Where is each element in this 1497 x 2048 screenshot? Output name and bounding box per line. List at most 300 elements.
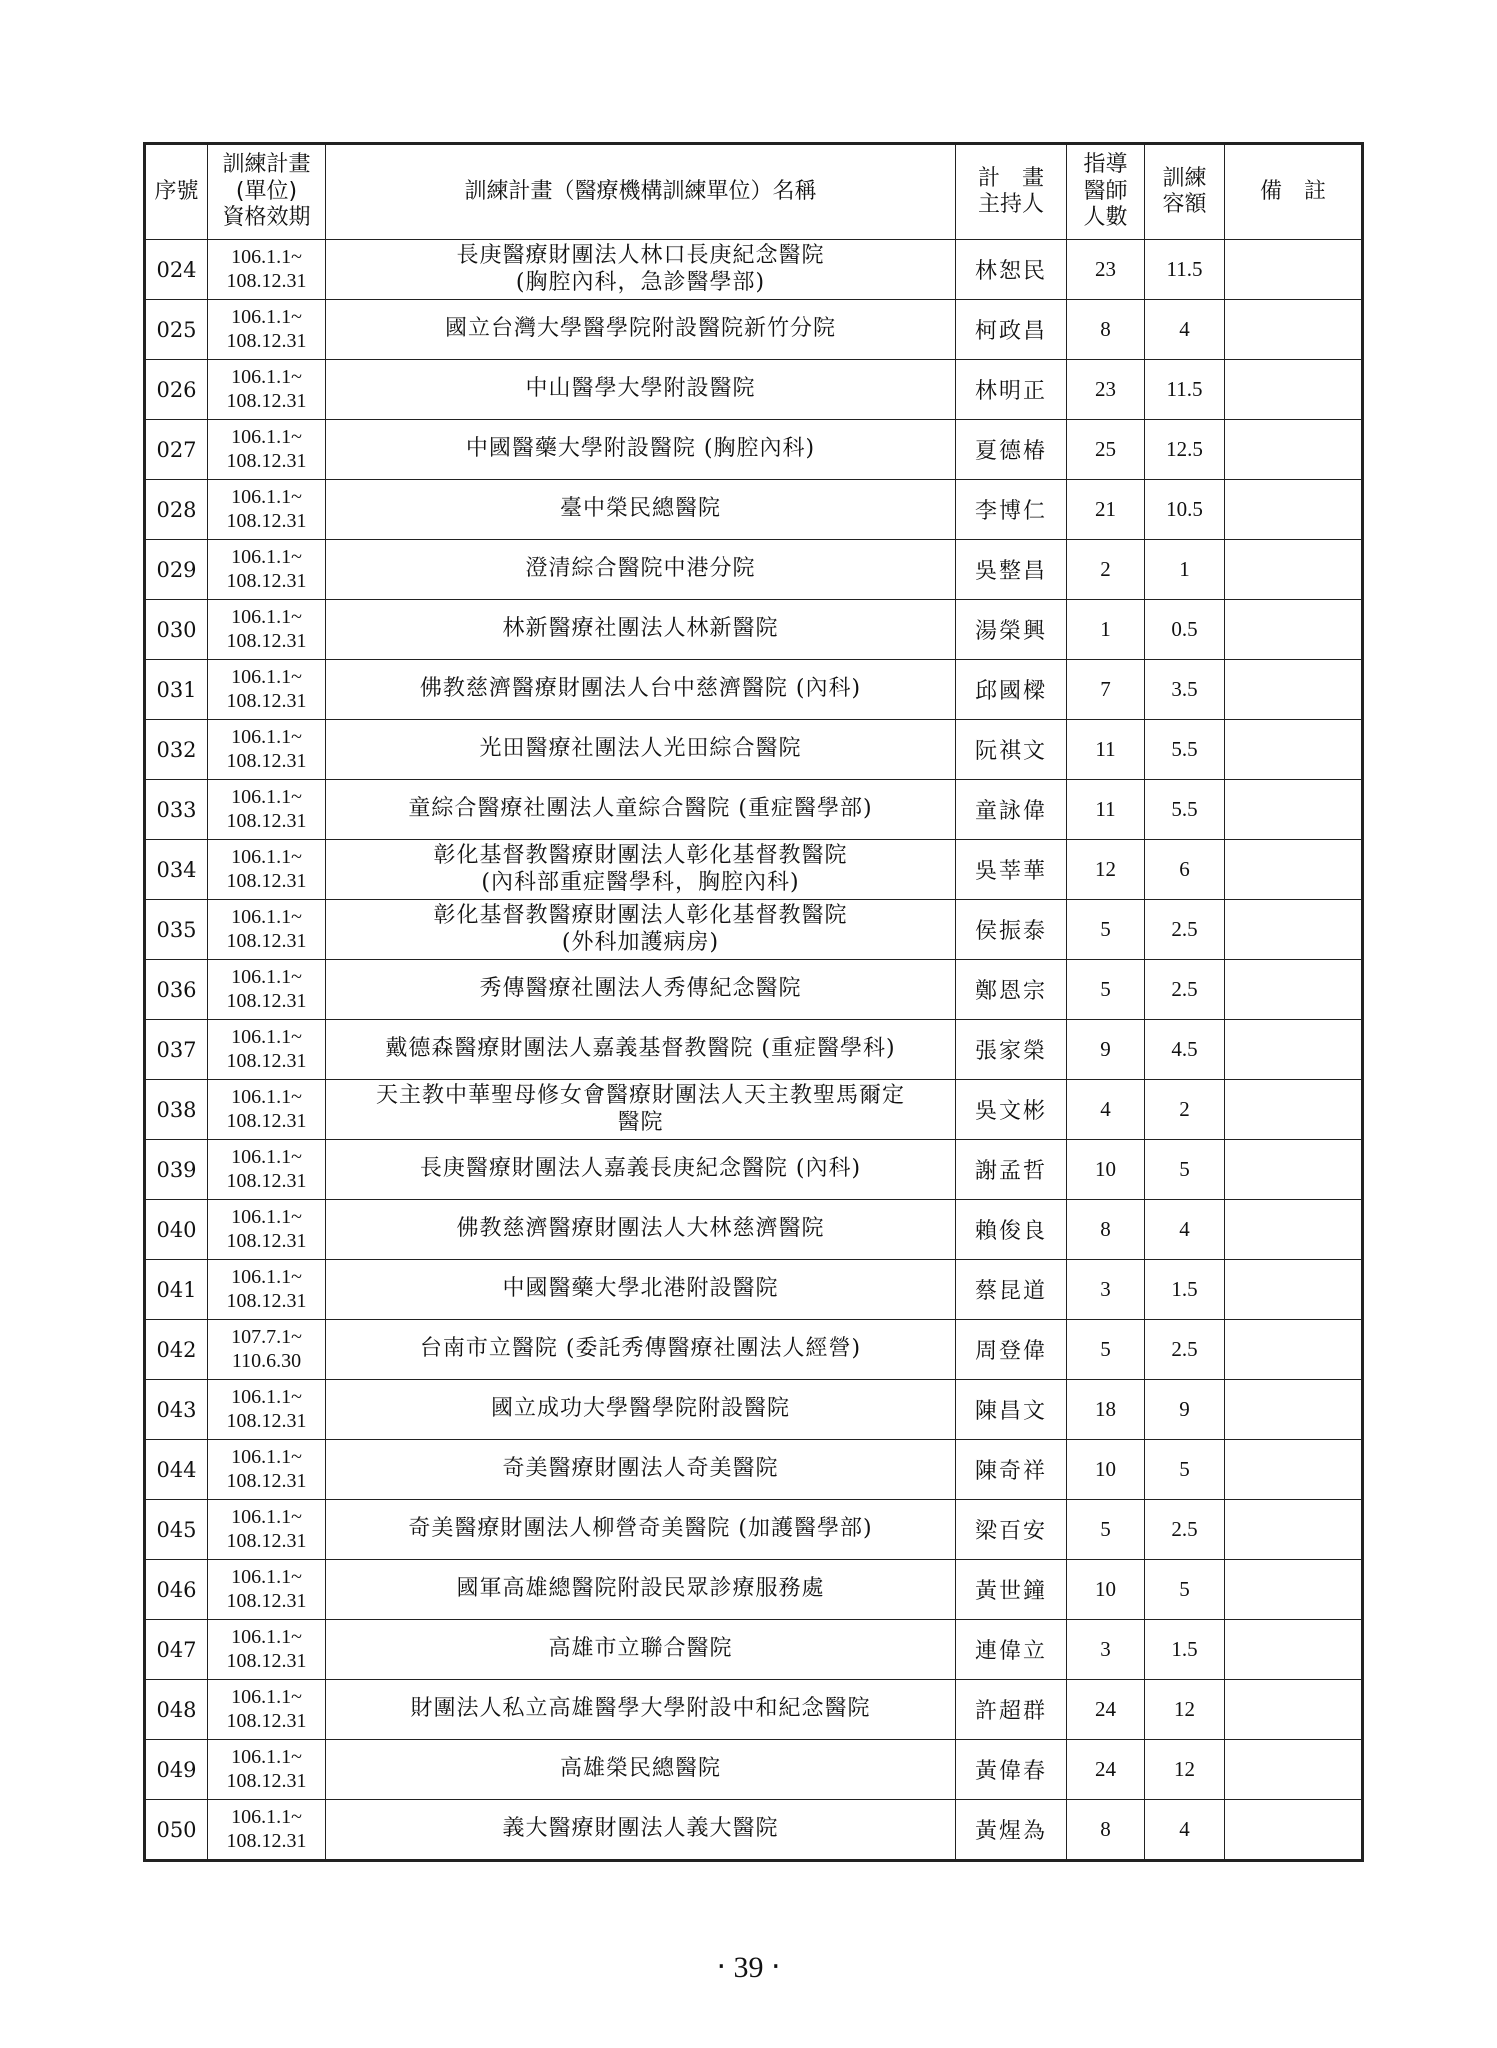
period-line: 108.12.31 (226, 989, 307, 1012)
header-capacity-line: 訓練 (1162, 165, 1207, 191)
table-row (145, 960, 1363, 1020)
capacity-cell: 1.5 (1145, 1260, 1225, 1320)
mentors-cell: 24 (1067, 1740, 1145, 1800)
period-line: 106.1.1~ (231, 1685, 302, 1708)
period-line: 106.1.1~ (231, 1205, 302, 1228)
name-line: 國立台灣大學醫學院附設醫院新竹分院 (444, 316, 836, 342)
name-cell (326, 1740, 956, 1800)
name-cell (326, 780, 956, 840)
seq-cell: 030 (145, 600, 208, 660)
capacity-cell: 0.5 (1145, 600, 1225, 660)
header-remark: 備 註 (1225, 144, 1363, 240)
header-mentors-line: 指導 (1083, 152, 1128, 178)
name-line: 戴德森醫療財團法人嘉義基督教醫院 (重症醫學科) (385, 1036, 896, 1062)
period-line: 108.12.31 (226, 929, 307, 952)
table-row (145, 480, 1363, 540)
seq-cell: 041 (145, 1260, 208, 1320)
remark-cell (1225, 420, 1363, 480)
period-cell (208, 1260, 326, 1320)
host-cell: 黃煋為 (956, 1800, 1067, 1861)
mentors-cell: 8 (1067, 1800, 1145, 1861)
remark-cell (1225, 1680, 1363, 1740)
seq-cell: 024 (145, 240, 208, 300)
period-line: 106.1.1~ (231, 1745, 302, 1768)
host-cell: 阮祺文 (956, 720, 1067, 780)
period-line: 106.1.1~ (231, 425, 302, 448)
table-row (145, 1020, 1363, 1080)
period-cell (208, 1200, 326, 1260)
header-mentors-line: 醫師 (1083, 178, 1128, 204)
remark-cell (1225, 1800, 1363, 1861)
name-line: 高雄市立聯合醫院 (548, 1636, 733, 1662)
remark-cell (1225, 1020, 1363, 1080)
header-host-line: 主持人 (977, 192, 1044, 217)
period-line: 106.1.1~ (231, 1505, 302, 1528)
name-cell (326, 360, 956, 420)
period-line: 108.12.31 (226, 1409, 307, 1432)
name-cell (326, 1560, 956, 1620)
name-line: 林新醫療社團法人林新醫院 (502, 616, 779, 642)
period-line: 106.1.1~ (231, 305, 302, 328)
period-line: 106.1.1~ (231, 245, 302, 268)
period-cell (208, 1740, 326, 1800)
period-line: 106.1.1~ (231, 1625, 302, 1648)
period-line: 106.1.1~ (231, 725, 302, 748)
name-cell (326, 1440, 956, 1500)
seq-cell: 027 (145, 420, 208, 480)
period-cell (208, 1440, 326, 1500)
table-row (145, 1440, 1363, 1500)
remark-cell (1225, 1320, 1363, 1380)
table-row (145, 1140, 1363, 1200)
host-cell: 連偉立 (956, 1620, 1067, 1680)
remark-cell (1225, 660, 1363, 720)
name-line: 光田醫療社團法人光田綜合醫院 (479, 736, 802, 762)
header-period (208, 144, 326, 240)
name-cell (326, 840, 956, 900)
seq-cell: 035 (145, 900, 208, 960)
period-cell (208, 600, 326, 660)
seq-cell: 033 (145, 780, 208, 840)
host-cell: 童詠偉 (956, 780, 1067, 840)
name-line: 醫院 (617, 1109, 664, 1135)
name-line: 長庚醫療財團法人嘉義長庚紀念醫院 (內科) (419, 1156, 862, 1182)
period-line: 106.1.1~ (231, 1145, 302, 1168)
remark-cell (1225, 480, 1363, 540)
remark-cell (1225, 540, 1363, 600)
capacity-cell: 12 (1145, 1740, 1225, 1800)
header-capacity-line: 容額 (1162, 192, 1207, 217)
period-cell (208, 660, 326, 720)
name-line: 國軍高雄總醫院附設民眾診療服務處 (456, 1576, 825, 1602)
mentors-cell: 3 (1067, 1260, 1145, 1320)
period-line: 108.12.31 (226, 869, 307, 892)
host-cell: 陳奇祥 (956, 1440, 1067, 1500)
mentors-cell: 24 (1067, 1680, 1145, 1740)
header-period-line: 資格效期 (222, 205, 311, 231)
name-line: 澄清綜合醫院中港分院 (525, 556, 756, 582)
host-cell: 林恕民 (956, 240, 1067, 300)
header-mentors (1067, 144, 1145, 240)
remark-cell (1225, 840, 1363, 900)
seq-cell: 026 (145, 360, 208, 420)
capacity-cell: 6 (1145, 840, 1225, 900)
table-row (145, 1080, 1363, 1140)
period-line: 110.6.30 (231, 1349, 302, 1372)
mentors-cell: 18 (1067, 1380, 1145, 1440)
header-capacity (1145, 144, 1225, 240)
seq-cell: 044 (145, 1440, 208, 1500)
seq-cell: 048 (145, 1680, 208, 1740)
capacity-cell: 4 (1145, 300, 1225, 360)
page-number: ‧ 39 ‧ (716, 1951, 781, 1984)
capacity-cell: 5 (1145, 1140, 1225, 1200)
mentors-cell: 11 (1067, 780, 1145, 840)
mentors-cell: 7 (1067, 660, 1145, 720)
name-line: 義大醫療財團法人義大醫院 (502, 1816, 779, 1842)
name-line: 彰化基督教醫療財團法人彰化基督教醫院 (433, 843, 848, 869)
host-cell: 夏德椿 (956, 420, 1067, 480)
capacity-cell: 2.5 (1145, 1320, 1225, 1380)
training-plan-table (143, 142, 1364, 1862)
host-cell: 吳莘華 (956, 840, 1067, 900)
seq-cell: 036 (145, 960, 208, 1020)
period-line: 108.12.31 (226, 1529, 307, 1552)
table-row (145, 780, 1363, 840)
period-cell (208, 1680, 326, 1740)
capacity-cell: 1 (1145, 540, 1225, 600)
mentors-cell: 10 (1067, 1560, 1145, 1620)
mentors-cell: 21 (1067, 480, 1145, 540)
header-period-line: (單位) (235, 178, 298, 204)
name-cell (326, 600, 956, 660)
seq-cell: 040 (145, 1200, 208, 1260)
period-cell (208, 1380, 326, 1440)
name-cell (326, 900, 956, 960)
period-cell (208, 780, 326, 840)
period-line: 106.1.1~ (231, 665, 302, 688)
header-host (956, 144, 1067, 240)
period-line: 108.12.31 (226, 1709, 307, 1732)
host-cell: 吳整昌 (956, 540, 1067, 600)
period-line: 108.12.31 (226, 389, 307, 412)
seq-cell: 047 (145, 1620, 208, 1680)
table-row (145, 1680, 1363, 1740)
period-line: 108.12.31 (226, 1109, 307, 1132)
host-cell: 賴俊良 (956, 1200, 1067, 1260)
seq-cell: 034 (145, 840, 208, 900)
mentors-cell: 5 (1067, 1500, 1145, 1560)
name-line: 長庚醫療財團法人林口長庚紀念醫院 (456, 243, 825, 269)
period-line: 108.12.31 (226, 749, 307, 772)
name-cell (326, 1680, 956, 1740)
name-line: (外科加護病房) (561, 929, 720, 955)
period-line: 106.1.1~ (231, 785, 302, 808)
header-seq: 序號 (145, 144, 208, 240)
host-cell: 黃世鐘 (956, 1560, 1067, 1620)
mentors-cell: 25 (1067, 420, 1145, 480)
period-line: 108.12.31 (226, 329, 307, 352)
name-line: 中國醫藥大學北港附設醫院 (502, 1276, 779, 1302)
period-cell (208, 1800, 326, 1861)
remark-cell (1225, 600, 1363, 660)
mentors-cell: 5 (1067, 960, 1145, 1020)
name-cell (326, 420, 956, 480)
period-line: 108.12.31 (226, 509, 307, 532)
seq-cell: 031 (145, 660, 208, 720)
period-cell (208, 900, 326, 960)
table-row (145, 840, 1363, 900)
period-cell (208, 240, 326, 300)
table-row (145, 1500, 1363, 1560)
period-line: 107.7.1~ (231, 1325, 302, 1348)
mentors-cell: 5 (1067, 900, 1145, 960)
seq-cell: 042 (145, 1320, 208, 1380)
host-cell: 李博仁 (956, 480, 1067, 540)
capacity-cell: 12.5 (1145, 420, 1225, 480)
period-line: 108.12.31 (226, 449, 307, 472)
period-cell (208, 1560, 326, 1620)
period-line: 108.12.31 (226, 569, 307, 592)
seq-cell: 028 (145, 480, 208, 540)
period-line: 108.12.31 (226, 629, 307, 652)
capacity-cell: 1.5 (1145, 1620, 1225, 1680)
name-cell (326, 720, 956, 780)
table-row (145, 1380, 1363, 1440)
name-line: 高雄榮民總醫院 (559, 1756, 721, 1782)
name-line: 佛教慈濟醫療財團法人台中慈濟醫院 (內科) (419, 676, 862, 702)
header-host-line: 計 畫 (977, 165, 1044, 191)
period-line: 106.1.1~ (231, 1085, 302, 1108)
name-cell (326, 960, 956, 1020)
mentors-cell: 23 (1067, 360, 1145, 420)
name-line: 天主教中華聖母修女會醫療財團法人天主教聖馬爾定 (375, 1083, 905, 1109)
period-line: 106.1.1~ (231, 905, 302, 928)
mentors-cell: 12 (1067, 840, 1145, 900)
capacity-cell: 12 (1145, 1680, 1225, 1740)
remark-cell (1225, 1080, 1363, 1140)
remark-cell (1225, 240, 1363, 300)
table-row (145, 420, 1363, 480)
capacity-cell: 11.5 (1145, 240, 1225, 300)
capacity-cell: 5 (1145, 1560, 1225, 1620)
host-cell: 吳文彬 (956, 1080, 1067, 1140)
remark-cell (1225, 720, 1363, 780)
host-cell: 蔡昆道 (956, 1260, 1067, 1320)
capacity-cell: 5 (1145, 1440, 1225, 1500)
period-line: 106.1.1~ (231, 365, 302, 388)
host-cell: 梁百安 (956, 1500, 1067, 1560)
period-line: 108.12.31 (226, 1229, 307, 1252)
remark-cell (1225, 1560, 1363, 1620)
name-cell (326, 1620, 956, 1680)
host-cell: 陳昌文 (956, 1380, 1067, 1440)
capacity-cell: 9 (1145, 1380, 1225, 1440)
period-cell (208, 1320, 326, 1380)
header-row (145, 144, 1363, 240)
table-row (145, 1200, 1363, 1260)
name-cell (326, 540, 956, 600)
period-line: 108.12.31 (226, 269, 307, 292)
mentors-cell: 9 (1067, 1020, 1145, 1080)
capacity-cell: 2.5 (1145, 900, 1225, 960)
seq-cell: 029 (145, 540, 208, 600)
host-cell: 許超群 (956, 1680, 1067, 1740)
table-row (145, 360, 1363, 420)
mentors-cell: 2 (1067, 540, 1145, 600)
remark-cell (1225, 1440, 1363, 1500)
period-line: 108.12.31 (226, 1589, 307, 1612)
remark-cell (1225, 300, 1363, 360)
capacity-cell: 11.5 (1145, 360, 1225, 420)
seq-cell: 038 (145, 1080, 208, 1140)
period-line: 108.12.31 (226, 689, 307, 712)
period-line: 108.12.31 (226, 1169, 307, 1192)
capacity-cell: 4 (1145, 1200, 1225, 1260)
capacity-cell: 2.5 (1145, 1500, 1225, 1560)
remark-cell (1225, 1740, 1363, 1800)
period-cell (208, 360, 326, 420)
table-row (145, 540, 1363, 600)
name-line: (胸腔內科，急診醫學部) (515, 269, 766, 295)
name-line: 臺中榮民總醫院 (559, 496, 721, 522)
period-line: 106.1.1~ (231, 1025, 302, 1048)
seq-cell: 045 (145, 1500, 208, 1560)
seq-cell: 043 (145, 1380, 208, 1440)
remark-cell (1225, 960, 1363, 1020)
period-line: 106.1.1~ (231, 605, 302, 628)
name-cell (326, 1200, 956, 1260)
name-line: 奇美醫療財團法人柳營奇美醫院 (加護醫學部) (408, 1516, 873, 1542)
table-row (145, 720, 1363, 780)
capacity-cell: 5.5 (1145, 720, 1225, 780)
name-cell (326, 1320, 956, 1380)
table-row (145, 1560, 1363, 1620)
table-row (145, 1620, 1363, 1680)
header-mentors-line: 人數 (1083, 205, 1128, 231)
period-cell (208, 1020, 326, 1080)
remark-cell (1225, 1500, 1363, 1560)
name-line: 佛教慈濟醫療財團法人大林慈濟醫院 (456, 1216, 825, 1242)
remark-cell (1225, 1140, 1363, 1200)
host-cell: 侯振泰 (956, 900, 1067, 960)
remark-cell (1225, 780, 1363, 840)
period-line: 106.1.1~ (231, 485, 302, 508)
remark-cell (1225, 1380, 1363, 1440)
table-row (145, 1320, 1363, 1380)
seq-cell: 046 (145, 1560, 208, 1620)
remark-cell (1225, 1200, 1363, 1260)
table-row (145, 1260, 1363, 1320)
name-cell (326, 240, 956, 300)
host-cell: 湯榮興 (956, 600, 1067, 660)
host-cell: 柯政昌 (956, 300, 1067, 360)
host-cell: 周登偉 (956, 1320, 1067, 1380)
name-cell (326, 660, 956, 720)
name-line: 台南市立醫院 (委託秀傳醫療社團法人經營) (419, 1336, 862, 1362)
name-cell (326, 1020, 956, 1080)
name-cell (326, 300, 956, 360)
period-line: 108.12.31 (226, 809, 307, 832)
name-cell (326, 1380, 956, 1440)
header-period-line: 訓練計畫 (222, 152, 311, 178)
period-line: 106.1.1~ (231, 965, 302, 988)
period-cell (208, 1080, 326, 1140)
host-cell: 黃偉春 (956, 1740, 1067, 1800)
name-line: 童綜合醫療社團法人童綜合醫院 (重症醫學部) (408, 796, 873, 822)
remark-cell (1225, 1260, 1363, 1320)
mentors-cell: 4 (1067, 1080, 1145, 1140)
table-row (145, 300, 1363, 360)
name-line: 彰化基督教醫療財團法人彰化基督教醫院 (433, 903, 848, 929)
seq-cell: 039 (145, 1140, 208, 1200)
mentors-cell: 10 (1067, 1440, 1145, 1500)
seq-cell: 037 (145, 1020, 208, 1080)
name-line: 秀傳醫療社團法人秀傳紀念醫院 (479, 976, 802, 1002)
name-line: 財團法人私立高雄醫學大學附設中和紀念醫院 (410, 1696, 871, 1722)
name-cell (326, 480, 956, 540)
period-cell (208, 840, 326, 900)
seq-cell: 050 (145, 1800, 208, 1861)
table-row (145, 660, 1363, 720)
name-line: 中國醫藥大學附設醫院 (胸腔內科) (465, 436, 816, 462)
seq-cell: 025 (145, 300, 208, 360)
period-line: 108.12.31 (226, 1649, 307, 1672)
period-line: 106.1.1~ (231, 1445, 302, 1468)
table-row (145, 1800, 1363, 1861)
name-cell (326, 1500, 956, 1560)
capacity-cell: 2.5 (1145, 960, 1225, 1020)
remark-cell (1225, 360, 1363, 420)
period-cell (208, 480, 326, 540)
period-cell (208, 300, 326, 360)
period-line: 108.12.31 (226, 1769, 307, 1792)
table-row (145, 1740, 1363, 1800)
capacity-cell: 4 (1145, 1800, 1225, 1861)
period-cell (208, 1620, 326, 1680)
period-line: 108.12.31 (226, 1289, 307, 1312)
remark-cell (1225, 1620, 1363, 1680)
capacity-cell: 5.5 (1145, 780, 1225, 840)
table-row (145, 900, 1363, 960)
mentors-cell: 3 (1067, 1620, 1145, 1680)
period-line: 106.1.1~ (231, 1565, 302, 1588)
name-line: 中山醫學大學附設醫院 (525, 376, 756, 402)
period-cell (208, 420, 326, 480)
remark-cell (1225, 900, 1363, 960)
name-line: 奇美醫療財團法人奇美醫院 (502, 1456, 779, 1482)
host-cell: 鄭恩宗 (956, 960, 1067, 1020)
period-line: 108.12.31 (226, 1829, 307, 1852)
header-name: 訓練計畫（醫療機構訓練單位）名稱 (326, 144, 956, 240)
name-cell (326, 1080, 956, 1140)
name-line: 國立成功大學醫學院附設醫院 (490, 1396, 790, 1422)
mentors-cell: 11 (1067, 720, 1145, 780)
period-line: 106.1.1~ (231, 1805, 302, 1828)
capacity-cell: 10.5 (1145, 480, 1225, 540)
mentors-cell: 1 (1067, 600, 1145, 660)
seq-cell: 049 (145, 1740, 208, 1800)
name-cell (326, 1260, 956, 1320)
period-line: 108.12.31 (226, 1049, 307, 1072)
period-line: 106.1.1~ (231, 1385, 302, 1408)
period-line: 106.1.1~ (231, 845, 302, 868)
host-cell: 邱國樑 (956, 660, 1067, 720)
mentors-cell: 5 (1067, 1320, 1145, 1380)
period-line: 106.1.1~ (231, 1265, 302, 1288)
period-cell (208, 1140, 326, 1200)
period-cell (208, 540, 326, 600)
